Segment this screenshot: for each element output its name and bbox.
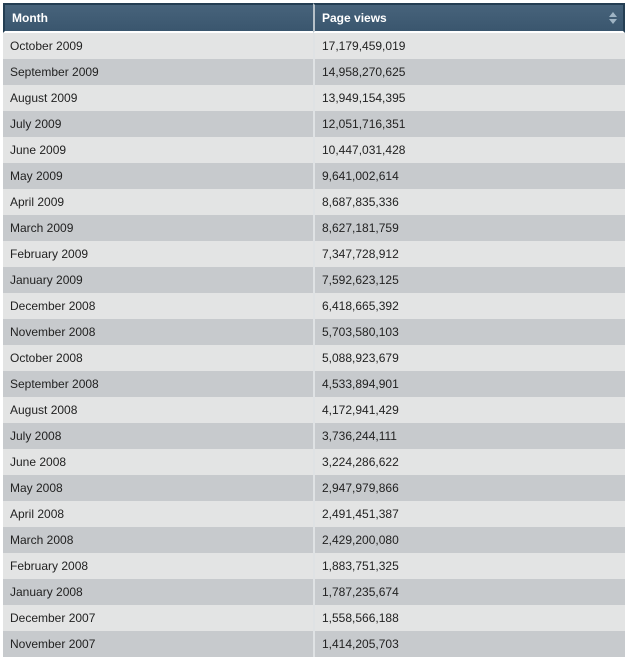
page-views-cell: 1,787,235,674 [313, 579, 625, 605]
table-row [3, 293, 625, 319]
page-views-cell: 1,414,205,703 [313, 631, 625, 657]
month-cell: January 2008 [3, 579, 313, 605]
table-row [3, 33, 625, 59]
table-row [3, 397, 625, 423]
table-row [3, 85, 625, 111]
month-cell: July 2008 [3, 423, 313, 449]
page-views-cell: 4,172,941,429 [313, 397, 625, 423]
table-row [3, 423, 625, 449]
month-cell: September 2009 [3, 59, 313, 85]
page-views-cell: 17,179,459,019 [313, 33, 625, 59]
page-views-cell: 7,592,623,125 [313, 267, 625, 293]
table-row [3, 241, 625, 267]
page-views-cell: 10,447,031,428 [313, 137, 625, 163]
month-cell: May 2008 [3, 475, 313, 501]
month-cell: October 2009 [3, 33, 313, 59]
page-views-cell: 8,687,835,336 [313, 189, 625, 215]
table-row [3, 267, 625, 293]
table-row [3, 345, 625, 371]
header-row [3, 3, 625, 33]
month-cell: June 2008 [3, 449, 313, 475]
table-row [3, 553, 625, 579]
month-cell: February 2009 [3, 241, 313, 267]
page-views-cell: 1,883,751,325 [313, 553, 625, 579]
month-cell: March 2009 [3, 215, 313, 241]
month-cell: April 2009 [3, 189, 313, 215]
month-cell: December 2007 [3, 605, 313, 631]
table-row [3, 111, 625, 137]
month-cell: June 2009 [3, 137, 313, 163]
sort-up-arrow-icon [609, 12, 617, 17]
month-cell: April 2008 [3, 501, 313, 527]
page-views-cell: 13,949,154,395 [313, 85, 625, 111]
page-views-cell: 4,533,894,901 [313, 371, 625, 397]
table-row [3, 59, 625, 85]
table-row [3, 631, 625, 657]
table-row [3, 189, 625, 215]
month-cell: November 2007 [3, 631, 313, 657]
page-views-cell: 6,418,665,392 [313, 293, 625, 319]
column-header-page-views-label: Page views [322, 11, 387, 25]
page-views-cell: 1,558,566,188 [313, 605, 625, 631]
table-row [3, 475, 625, 501]
table-body [3, 33, 625, 657]
table-row [3, 605, 625, 631]
table-row [3, 579, 625, 605]
page-views-cell: 3,224,286,622 [313, 449, 625, 475]
page-views-cell: 2,429,200,080 [313, 527, 625, 553]
page-views-cell: 3,736,244,111 [313, 423, 625, 449]
table-row [3, 215, 625, 241]
page-views-cell: 2,491,451,387 [313, 501, 625, 527]
month-cell: August 2009 [3, 85, 313, 111]
sort-down-arrow-icon [609, 19, 617, 24]
sort-up-down-icon[interactable] [609, 12, 617, 24]
page-views-cell: 9,641,002,614 [313, 163, 625, 189]
table-row [3, 371, 625, 397]
column-header-page-views[interactable] [313, 3, 625, 33]
month-cell: December 2008 [3, 293, 313, 319]
month-cell: January 2009 [3, 267, 313, 293]
page-views-cell: 2,947,979,866 [313, 475, 625, 501]
page-views-cell: 8,627,181,759 [313, 215, 625, 241]
month-cell: July 2009 [3, 111, 313, 137]
page-views-cell: 12,051,716,351 [313, 111, 625, 137]
table-row [3, 319, 625, 345]
pageviews-table [3, 3, 625, 657]
page-views-cell: 5,088,923,679 [313, 345, 625, 371]
month-cell: February 2008 [3, 553, 313, 579]
table-row [3, 137, 625, 163]
month-cell: May 2009 [3, 163, 313, 189]
table-row [3, 527, 625, 553]
month-cell: October 2008 [3, 345, 313, 371]
table-row [3, 163, 625, 189]
table-header [3, 3, 625, 33]
table-row [3, 501, 625, 527]
month-cell: September 2008 [3, 371, 313, 397]
column-header-month[interactable]: Month [3, 3, 313, 33]
table-row [3, 449, 625, 475]
month-cell: March 2008 [3, 527, 313, 553]
month-cell: November 2008 [3, 319, 313, 345]
page-views-cell: 7,347,728,912 [313, 241, 625, 267]
page-views-cell: 14,958,270,625 [313, 59, 625, 85]
page-views-cell: 5,703,580,103 [313, 319, 625, 345]
month-cell: August 2008 [3, 397, 313, 423]
